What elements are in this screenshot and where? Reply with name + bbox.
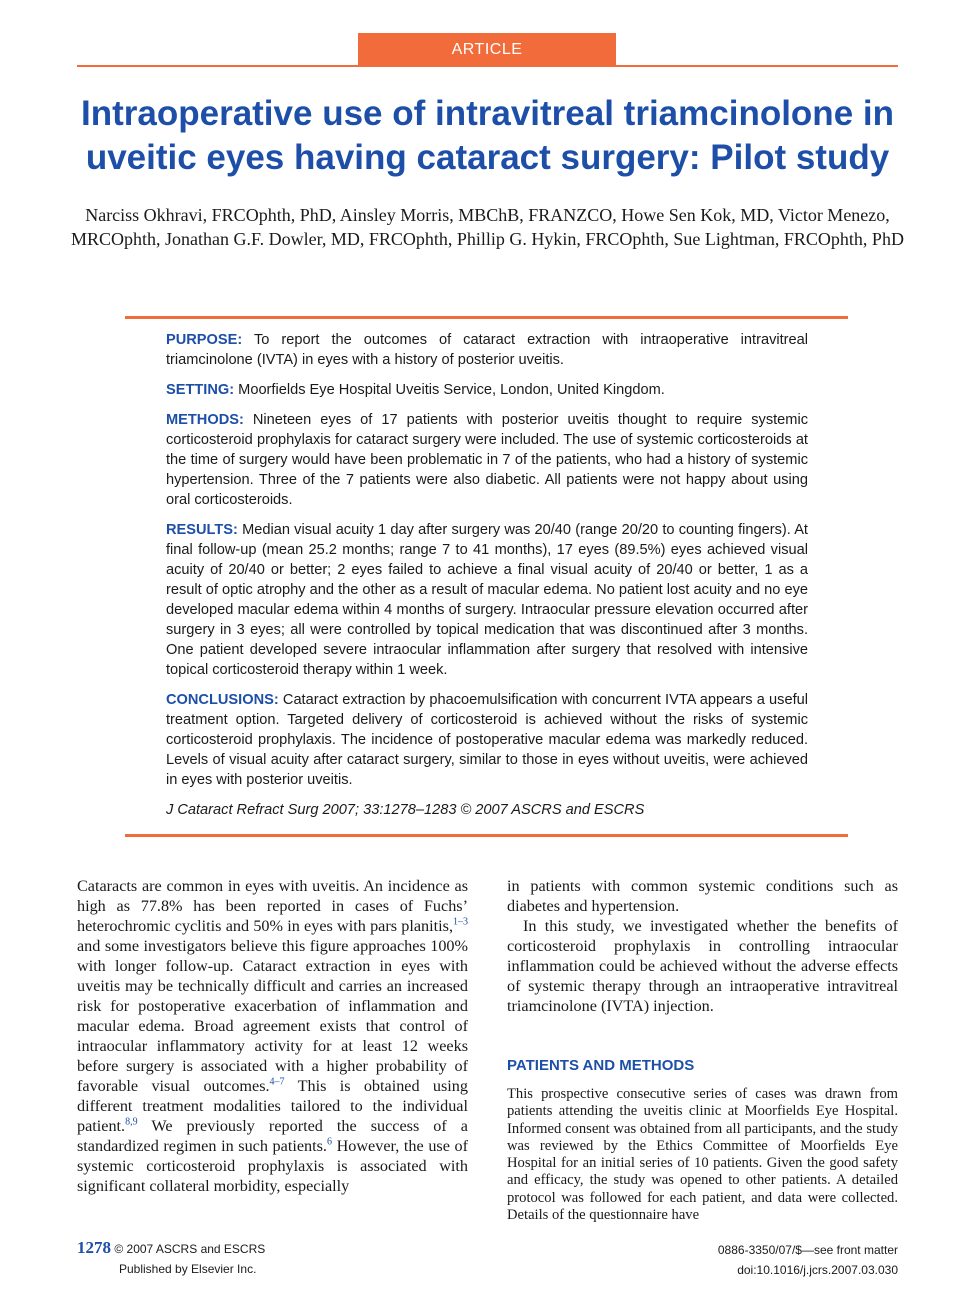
setting-label: SETTING: bbox=[166, 382, 235, 398]
footer-doi[interactable]: doi:10.1016/j.jcrs.2007.03.030 bbox=[737, 1263, 898, 1277]
footer-left-line-1 bbox=[77, 1238, 265, 1259]
footer-publisher: Published by Elsevier Inc. bbox=[119, 1262, 257, 1276]
abstract-top-rule bbox=[125, 316, 848, 319]
footer-issn: 0886-3350/07/$—see front matter bbox=[717, 1243, 898, 1257]
abstract bbox=[166, 330, 808, 830]
intro-text-2: and some investigators believe this figure approaches 100% with longer follow-up. Cataract extraction in eyes with uveitis may be technically difficult and carries an increased risk for postoperative exacerbation of inflammation and macular edema. Broad agreement exists that control of intraocular inflammatory activity for at least 12 weeks before surgery is associated with a higher probability of favorable visual outcomes. bbox=[77, 937, 468, 1095]
results-label: RESULTS: bbox=[166, 522, 238, 538]
reference-link-6[interactable]: 6 bbox=[326, 1136, 332, 1148]
abstract-setting bbox=[166, 380, 808, 400]
body-column-left bbox=[77, 876, 468, 1196]
study-aim-paragraph: In this study, we investigated whether the benefits of corticosteroid prophylaxis in controlling intraocular inflammation could be achieved without the adverse effects of systemic therapy through an intraoperative intravitreal triamcinolone (IVTA) injection. bbox=[507, 917, 898, 1015]
abstract-conclusions bbox=[166, 690, 808, 790]
conclusions-text: Cataract extraction by phacoemulsification with concurrent IVTA appears a useful treatment option. Targeted delivery of corticosteroid is achieved without the risks of systemic corticosteroid prophylaxis. The incidence of postoperative macular edema was markedly reduced. Levels of visual acuity after cataract surgery, similar to those in eyes without uveitis, were achieved in eyes with posterior uveitis. bbox=[166, 692, 808, 788]
intro-text-4: We previously reported the success of a standardized regimen in such patients. bbox=[77, 1117, 468, 1155]
methods-paragraph: This prospective consecutive series of cases was drawn from patients attending the uveitis clinic at Moorfields Eye Hospital. Informed consent was obtained from all participants, and the study was reviewed by the Ethics Committee of Moorfields Eye Hospital for an initial series of 10 patients. Given the good safety and efficacy, the study was opened to other patients. A detailed protocol was followed for each patient, and data were collected. Details of the questionnaire have bbox=[507, 1086, 898, 1224]
abstract-results bbox=[166, 520, 808, 680]
intro-paragraph bbox=[77, 876, 468, 1196]
footer-right bbox=[718, 1240, 898, 1280]
conclusions-label: CONCLUSIONS: bbox=[166, 692, 279, 708]
intro-text-1: Cataracts are common in eyes with uveitis. An incidence as high as 77.8% has been reported in cases of Fuchs’ heterochromic cyclitis and 50% in eyes with pars planitis, bbox=[77, 877, 468, 935]
methods-label: METHODS: bbox=[166, 412, 244, 428]
setting-text: Moorfields Eye Hospital Uveitis Service, London, United Kingdom. bbox=[238, 382, 665, 398]
journal-citation: J Cataract Refract Surg 2007; 33:1278–1283 © 2007 ASCRS and ESCRS bbox=[166, 802, 645, 818]
abstract-purpose bbox=[166, 330, 808, 370]
page-number: 1278 bbox=[77, 1238, 111, 1257]
abstract-methods bbox=[166, 410, 808, 510]
header-rule bbox=[77, 65, 898, 67]
article-type-badge: ARTICLE bbox=[358, 33, 616, 65]
purpose-text: To report the outcomes of cataract extraction with intraoperative intravitreal triamcinolone (IVTA) in eyes with a history of posterior uveitis. bbox=[166, 332, 808, 368]
intro-text-3: This is obtained using different treatment modalities tailored to the individual patient. bbox=[77, 1077, 468, 1135]
author-list: Narciss Okhravi, FRCOphth, PhD, Ainsley Morris, MBChB, FRANZCO, Howe Sen Kok, MD, Victor Menezo, MRCOphth, Jonathan G.F. Dowler, MD, FRCOphth, Phillip G. Hykin, FRCOphth, Sue Lightman, FRCOphth, PhD bbox=[71, 205, 904, 249]
intro-continuation: in patients with common systemic conditions such as diabetes and hypertension. bbox=[507, 877, 898, 915]
reference-link-4-7[interactable]: 4–7 bbox=[269, 1076, 285, 1088]
body-column-right bbox=[507, 876, 898, 1224]
methods-text: Nineteen eyes of 17 patients with posterior uveitis thought to require systemic corticosteroid prophylaxis for cataract surgery were included. The use of systemic corticosteroids at the time of surgery would have been problematic in 7 of the patients, who had a history of systemic hypertension. Three of the 7 patients were also diabetic. All patients were not happy about using oral corticosteroids. bbox=[166, 412, 808, 508]
purpose-label: PURPOSE: bbox=[166, 332, 243, 348]
reference-link-1-3[interactable]: 1–3 bbox=[453, 916, 468, 928]
reference-link-8-9[interactable]: 8,9 bbox=[125, 1116, 138, 1128]
article-title: Intraoperative use of intravitreal triamcinolone in uveitic eyes having cataract surgery: Pilot study bbox=[81, 94, 894, 177]
results-text: Median visual acuity 1 day after surgery was 20/40 (range 20/20 to counting fingers). At final follow-up (mean 25.2 months; range 7 to 41 months), 17 eyes (89.5%) eyes achieved visual acuity of 20/40 or better; 2 eyes failed to achieve a final visual acuity of 20/40 or better, 1 as a result of optic atrophy and the other as a result of macular edema. No patient lost acuity and no eye developed macular edema within 4 months of surgery. Intraocular pressure elevation occurred after surgery in 3 eyes; all were controlled by topical medication that was discontinued after 3 months. One patient developed severe intraocular inflammation after surgery that resolved with intensive topical corticosteroid therapy within 1 week. bbox=[166, 522, 808, 678]
section-heading-patients-methods: PATIENTS AND METHODS bbox=[507, 1057, 695, 1074]
footer-copyright: © 2007 ASCRS and ESCRS bbox=[114, 1242, 266, 1256]
abstract-bottom-rule bbox=[125, 834, 848, 837]
footer-left bbox=[77, 1238, 265, 1279]
intro-text-5: However, the use of systemic corticosteroid prophylaxis is associated with significant collateral morbidity, especially bbox=[77, 1137, 468, 1195]
